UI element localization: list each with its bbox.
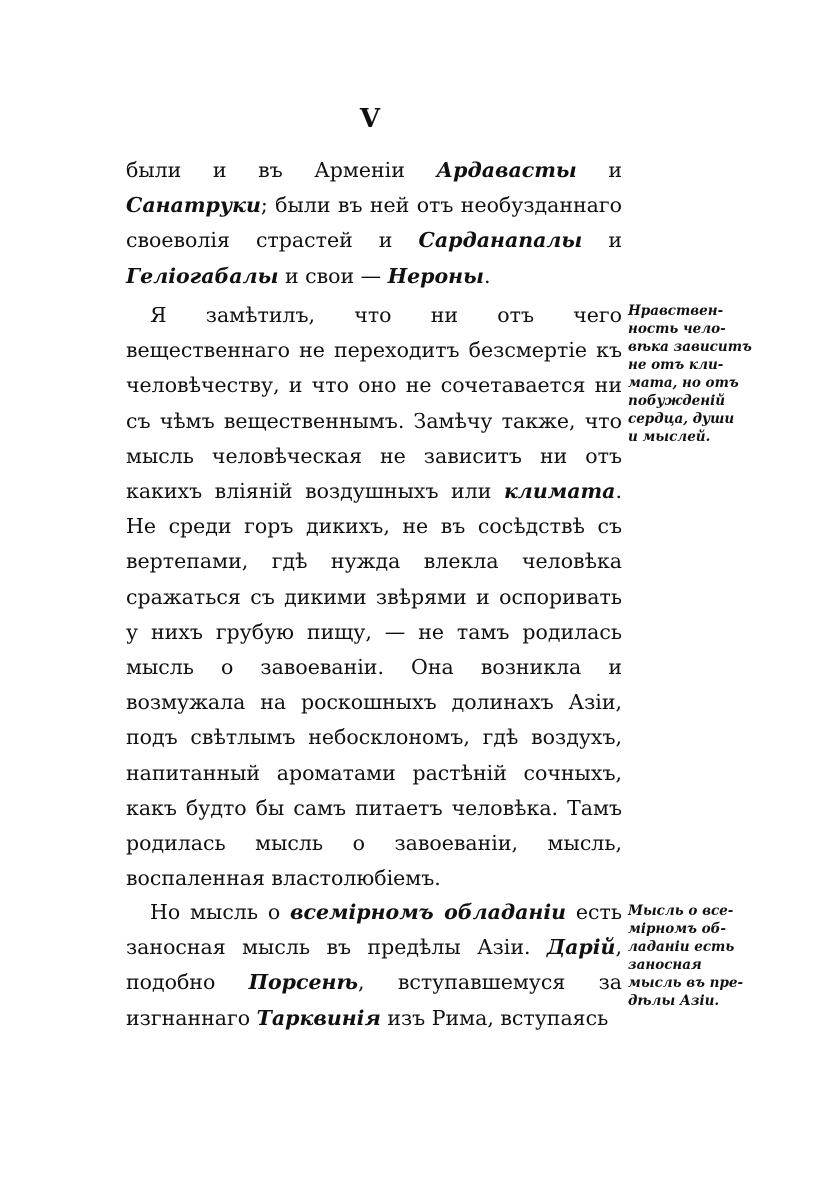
italic-phrase: всемірномъ обладаніи [290,900,567,924]
margin-note-line: сердца, души [628,411,735,427]
text-span: были и въ Арменіи [126,158,437,182]
text-span: изъ Рима, вступаясь [380,1005,609,1030]
text-span: и [576,158,622,182]
margin-note-line: вѣка зависитъ [628,339,752,355]
italic-name: Нероны [387,263,484,288]
italic-name: Дарій [546,935,616,960]
margin-note-line: мысль въ пре- [628,975,744,991]
text-span: и [582,228,623,253]
text-span: , подобно [126,935,622,995]
margin-note-1 [628,302,758,446]
margin-note-line: дѣлы Азіи. [628,993,720,1009]
paragraph-1 [126,153,622,294]
italic-name: Ардавасты [436,158,577,182]
paragraph-2 [126,298,622,896]
margin-note-line: Нравствен- [628,303,724,319]
text-span: , вступавшемуся за изгнаннаго [126,970,622,1030]
italic-name: Тарквинія [256,1005,381,1030]
text-span: и свои — [278,263,388,288]
margin-note-line: не отъ кли- [628,357,724,373]
page-number: V [359,104,381,134]
margin-note-line: Мысль о все- [628,903,734,919]
text-span: Но мысль о [150,900,291,924]
text-span: . Не среди горъ дикихъ, не въ сосѣдствѣ съ вертепами, гдѣ нужда влекла человѣка сражаться съ дикими звѣрями и оспоривать у нихъ грубую пищу, — не тамъ родилась мысль о завоеваніи. Она возникла и возмужала на роскошныхъ долинахъ Азіи, подъ свѣтлымъ небосклономъ, гдѣ воздухъ, напитанный ароматами растѣній сочныхъ, какъ будто бы самъ питаетъ человѣка. Тамъ родилась мысль о завоеваніи, мысль, воспаленная властолюбіемъ. [126,479,622,891]
margin-note-line: побужденій [628,393,726,409]
margin-note-line: ладаніи есть [628,939,735,955]
margin-note-2 [628,902,758,1010]
margin-note-line: и мыслей. [628,429,711,445]
text-span: . [483,263,491,288]
italic-name: Геліогабалы [126,263,279,288]
margin-note-line: мірномъ об- [628,921,726,937]
text-span: ; были въ ней отъ необузданнаго своеволія страстей и [126,193,622,253]
margin-note-line: ность чело- [628,321,726,337]
margin-note-line: мата, но отъ [628,375,739,391]
italic-word: климата [503,479,616,504]
margin-note-line: заносная [628,957,702,973]
italic-name: Сарданапалы [418,228,583,253]
italic-name: Порсенѣ [248,970,358,995]
paragraph-3 [126,895,622,1036]
text-span: есть заносная мысль въ предѣлы Азіи. [126,900,622,960]
italic-name: Санатруки [126,193,261,218]
text-span: Я замѣтилъ, что ни отъ чего вещественнаго не переходитъ безсмертіе къ человѣчеству, и что оно не сочетавается ни съ чѣмъ вещественнымъ. Замѣчу также, что мысль человѣческая не зависитъ ни отъ какихъ вліяній воздушныхъ или [126,303,622,504]
